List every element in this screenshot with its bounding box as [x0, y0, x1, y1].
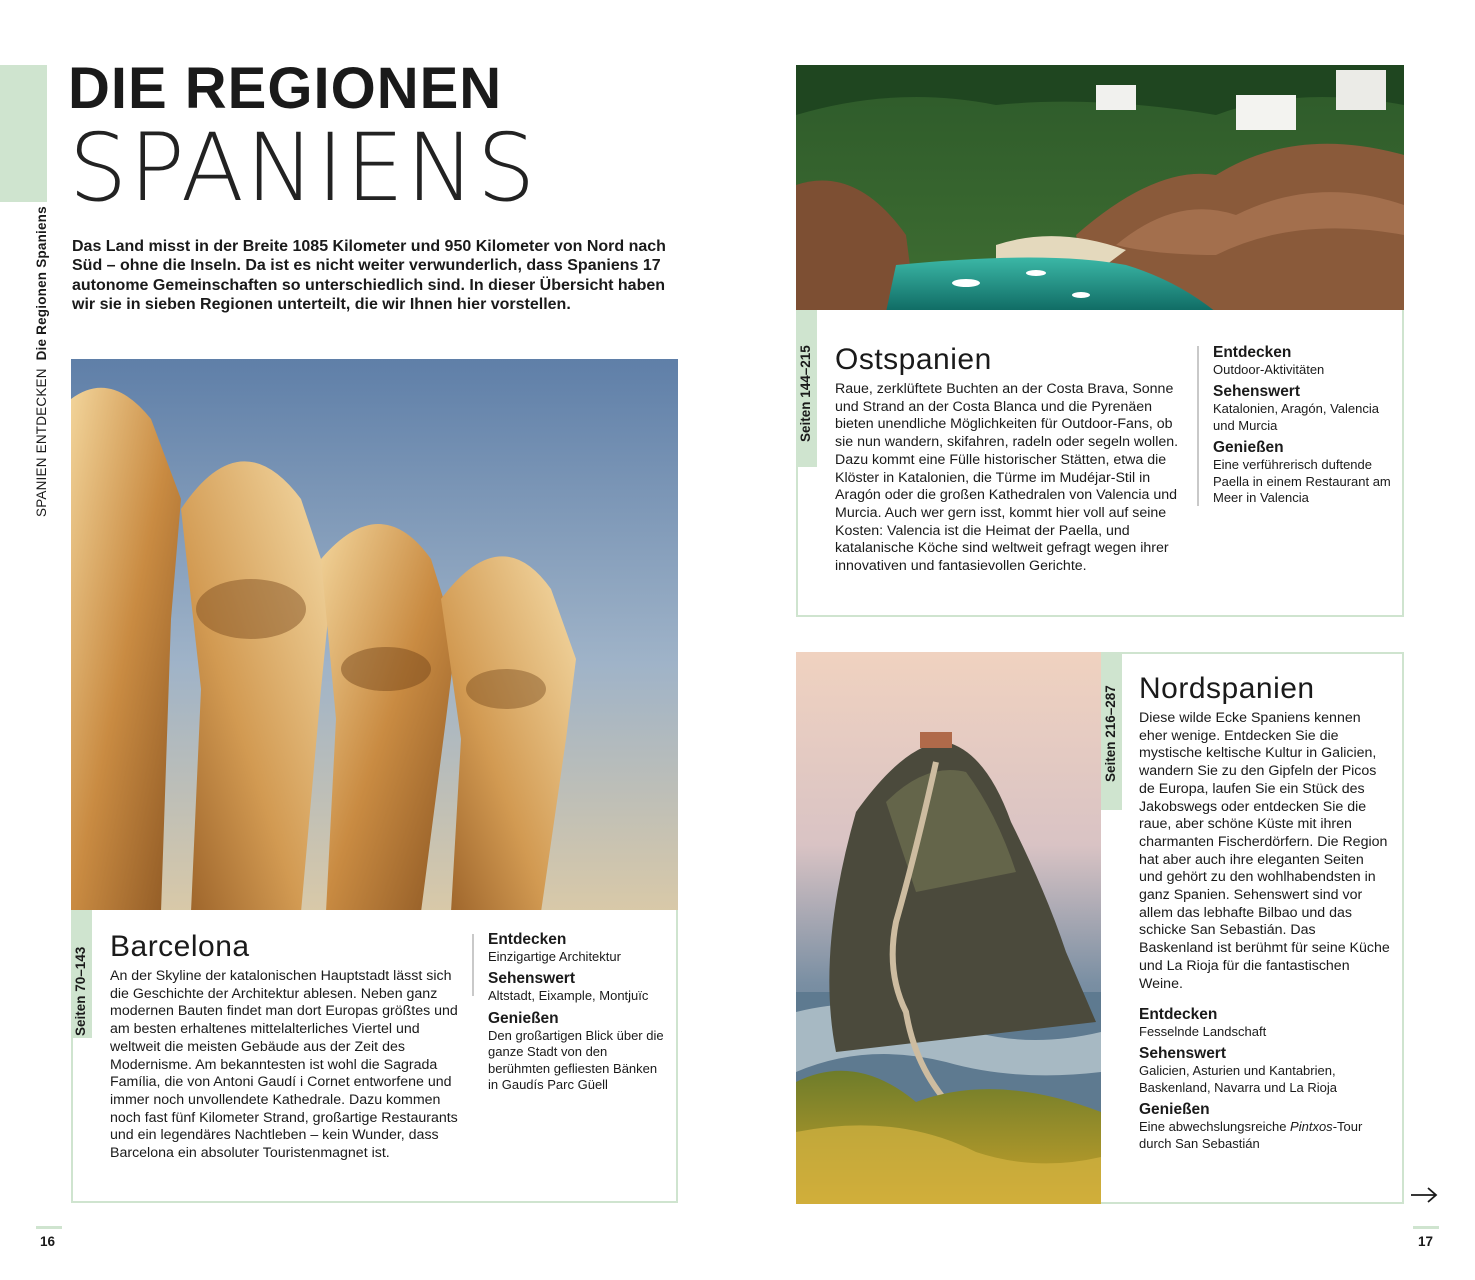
- barcelona-title: Barcelona: [110, 930, 250, 963]
- ostspanien-discover-text: Outdoor-Aktivitäten: [1213, 362, 1325, 377]
- page-number-rule-right: [1413, 1226, 1439, 1229]
- page-number-left: 16: [40, 1234, 56, 1249]
- ostspanien-discover-heading: Entdecken: [1213, 344, 1292, 361]
- running-head-section: SPANIEN ENTDECKEN: [34, 368, 49, 517]
- nordspanien-sights-text: Galicien, Asturien und Kantabrien, Baskenland, Navarra und La Rioja: [1139, 1063, 1338, 1095]
- accent-block: [0, 65, 47, 202]
- page-title-line2: SPANIENS: [68, 114, 538, 223]
- barcelona-side-rule: [472, 934, 474, 996]
- ostspanien-sights-text: Katalonien, Aragón, Valencia und Murcia: [1213, 401, 1379, 433]
- ostspanien-side-rule: [1197, 346, 1199, 506]
- barcelona-discover-heading: Entdecken: [488, 931, 567, 948]
- ostspanien-body: Raue, zerklüftete Buchten an der Costa Brava, Sonne und Strand an der Costa Blanca und die Pyrenäen bieten unendliche Möglichkeiten für Outdoor-Fans, ob sie nun wandern, skifahren, radeln oder segeln wollen. Dazu kommt eine Fülle historischer Stätten, etwa die Klöster in Katalonien, die Türme im Mudéjar-Stil in Aragón oder die großen Kathedralen von Valencia und Murcia. Auch wer gern isst, kommt hier voll auf seine Kosten: Valencia ist die Heimat der Paella, und katalanische Köche sind weltweit gefragt wegen ihrer innovativen und fantasievollen Gerichte.: [835, 381, 1179, 575]
- ostspanien-title: Ostspanien: [835, 343, 992, 376]
- nordspanien-photo: [796, 652, 1101, 1204]
- nordspanien-discover-text: Fesselnde Landschaft: [1139, 1024, 1267, 1039]
- ostspanien-enjoy-text: Eine verführerisch duftende Paella in einem Restaurant am Meer in Valencia: [1213, 457, 1391, 506]
- nordspanien-body: Diese wilde Ecke Spaniens kennen eher wenige. Entdecken Sie die mystische keltische Kultur in Galicien, wandern Sie zu den Gipfeln der Picos de Europa, laufen Sie ein Stück des Jakobswegs oder entdecken Sie die raue, aber schöne Küste mit ihren charmanten Fischerdörfern. Die Region hat aber auch ihre eleganten Seiten und gehört zu den wohlhabendsten in ganz Spanien. Sehenswert sind vor allem das lebhafte Bilbao und das schicke San Sebastián. Das Baskenland ist berühmt für seine Küche und La Rioja für die fantastischen Weine.: [1139, 710, 1390, 992]
- ostspanien-side-list: [1213, 344, 1393, 506]
- running-head-chapter: Die Regionen Spaniens: [34, 206, 49, 361]
- barcelona-sights-text: Altstadt, Eixample, Montjuïc: [488, 988, 649, 1004]
- nordspanien-discover-heading: Entdecken: [1139, 1006, 1218, 1023]
- barcelona-discover-text: Einzigartige Architektur: [488, 949, 621, 964]
- nordspanien-title: Nordspanien: [1139, 672, 1315, 705]
- nordspanien-sights-heading: Sehenswert: [1139, 1045, 1227, 1063]
- barcelona-side-list: [488, 931, 668, 1093]
- barcelona-body: An der Skyline der katalonischen Hauptstadt lässt sich die Geschichte der Architektur ablesen. Neben ganz modernen Bauten findet man dort Europas größtes und am besten erhaltenes mittelalterliches Viertel und weltweit die meisten Gebäude aus der Zeit des Modernisme. Am bekanntesten ist wohl die Sagrada Família, die von Antoni Gaudí i Cornet entworfene und immer noch unvollendete Kathedrale. Dazu kommen noch fast fünf Kilometer Strand, großartige Restaurants und ein legendäres Nachtleben – kein Wunder, dass Barcelona ein absoluter Touristenmagnet ist.: [110, 968, 458, 1162]
- nordspanien-pages-label: Seiten 216–287: [1103, 685, 1118, 782]
- nordspanien-enjoy-text: Eine abwechslungsreiche Pintxos-Tour durch San Sebastián: [1139, 1119, 1363, 1151]
- barcelona-photo: [71, 359, 678, 912]
- pintxos-italic: Pintxos: [1290, 1119, 1333, 1135]
- ostspanien-pages-label: Seiten 144–215: [798, 345, 813, 442]
- page-number-rule-left: [36, 1226, 62, 1229]
- ostspanien-enjoy-heading: Genießen: [1213, 439, 1284, 457]
- nordspanien-enjoy-heading: Genießen: [1139, 1101, 1210, 1119]
- page-title-line1: DIE REGIONEN: [68, 56, 503, 121]
- intro-text: Das Land misst in der Breite 1085 Kilometer und 950 Kilometer von Nord nach Süd – ohne die Inseln. Da ist es nicht weiter verwunderlich, dass Spaniens 17 autonome Gemeinschaften so unterschiedlich sind. In dieser Übersicht haben wir sie in sieben Regionen unterteilt, die wir Ihnen hier vorstellen.: [72, 238, 666, 313]
- barcelona-enjoy-text: Den großartigen Blick über die ganze Stadt von den berühmten gefliesten Bänken in Gaudís Parc Güell: [488, 1027, 664, 1093]
- page-number-right: 17: [1418, 1234, 1434, 1249]
- nordspanien-side-list: [1139, 1006, 1369, 1152]
- ostspanien-sights-heading: Sehenswert: [1213, 383, 1301, 401]
- barcelona-enjoy-heading: Genießen: [488, 1009, 559, 1027]
- running-head: [34, 206, 49, 517]
- barcelona-pages-label: Seiten 70–143: [73, 946, 88, 1036]
- ostspanien-photo: [796, 65, 1404, 312]
- barcelona-sights-heading: Sehenswert: [488, 970, 576, 988]
- arrow-right-icon[interactable]: [1410, 1185, 1438, 1209]
